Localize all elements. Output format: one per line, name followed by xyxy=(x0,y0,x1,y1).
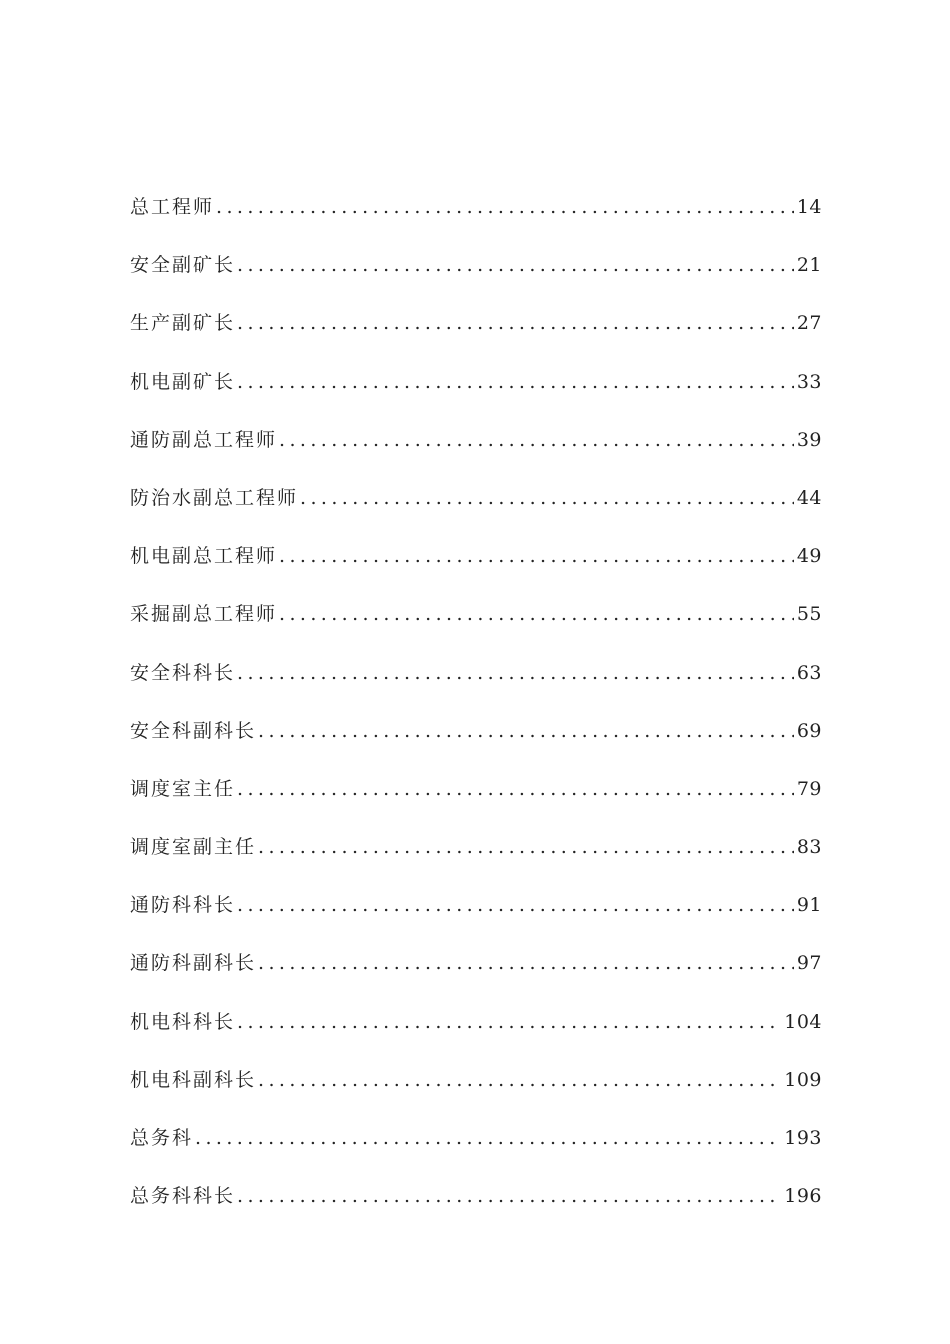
toc-dot-leader xyxy=(237,644,794,702)
toc-entry-mining-deputy-chief-engineer[interactable] xyxy=(130,585,822,643)
toc-entry-safety-section-deputy-chief[interactable] xyxy=(130,702,822,760)
toc-dot-leader xyxy=(237,1167,781,1225)
toc-dot-leader xyxy=(237,760,794,818)
toc-entry-title: 机电副总工程师 xyxy=(130,545,278,568)
toc-dot-leader xyxy=(258,1051,781,1109)
toc-entry-electromechanical-deputy-chief-engineer[interactable] xyxy=(130,527,822,585)
toc-dot-leader xyxy=(237,993,781,1051)
toc-dot-leader xyxy=(279,527,794,585)
toc-entry-electromechanical-deputy-mine-director[interactable] xyxy=(130,353,822,411)
toc-entry-title: 通防副总工程师 xyxy=(130,428,278,451)
toc-entry-page: 193 xyxy=(784,1127,822,1149)
toc-entry-chief-engineer[interactable] xyxy=(130,178,822,236)
toc-entry-water-control-deputy-chief-engineer[interactable] xyxy=(130,469,822,527)
toc-entry-ventilation-deputy-chief-engineer[interactable] xyxy=(130,411,822,469)
toc-entry-electromechanical-section-deputy-chief[interactable] xyxy=(130,1051,822,1109)
table-of-contents xyxy=(130,178,822,1225)
toc-entry-page: 49 xyxy=(796,545,822,568)
toc-entry-page: 21 xyxy=(796,254,822,277)
toc-entry-title: 安全科副科长 xyxy=(130,719,257,742)
toc-entry-page: 91 xyxy=(796,894,822,917)
toc-entry-page: 44 xyxy=(796,486,822,509)
toc-entry-title: 安全副矿长 xyxy=(130,254,236,277)
toc-entry-ventilation-section-chief[interactable] xyxy=(130,876,822,934)
toc-entry-title: 生产副矿长 xyxy=(130,312,236,335)
toc-entry-page: 109 xyxy=(784,1068,822,1091)
toc-dot-leader xyxy=(300,469,794,527)
toc-entry-title: 调度室副主任 xyxy=(130,836,257,859)
toc-entry-title: 总务科科长 xyxy=(130,1185,236,1208)
toc-entry-ventilation-section-deputy-chief[interactable] xyxy=(130,934,822,992)
toc-dot-leader xyxy=(258,934,794,992)
toc-dot-leader xyxy=(258,702,794,760)
toc-entry-page: 196 xyxy=(784,1185,822,1208)
toc-entry-title: 调度室主任 xyxy=(130,777,236,800)
toc-dot-leader xyxy=(237,353,794,411)
toc-entry-electromechanical-section-chief[interactable] xyxy=(130,993,822,1051)
toc-entry-page: 14 xyxy=(796,196,822,218)
toc-entry-dispatch-office-director[interactable] xyxy=(130,760,822,818)
toc-entry-general-affairs-section-chief[interactable] xyxy=(130,1167,822,1225)
toc-entry-page: 63 xyxy=(796,661,822,684)
toc-entry-page: 55 xyxy=(796,603,822,626)
toc-entry-title: 防治水副总工程师 xyxy=(130,486,299,509)
toc-entry-page: 83 xyxy=(796,836,822,859)
toc-entry-production-deputy-mine-director[interactable] xyxy=(130,294,822,352)
toc-entry-page: 27 xyxy=(796,312,822,335)
toc-entry-page: 97 xyxy=(796,952,822,975)
toc-entry-title: 机电副矿长 xyxy=(130,370,236,393)
toc-dot-leader xyxy=(237,236,794,294)
toc-dot-leader xyxy=(237,876,794,934)
toc-entry-safety-deputy-mine-director[interactable] xyxy=(130,236,822,294)
toc-entry-page: 69 xyxy=(796,719,822,742)
toc-dot-leader xyxy=(279,411,794,469)
toc-dot-leader xyxy=(258,818,794,876)
toc-entry-title: 总务科 xyxy=(130,1127,194,1149)
toc-dot-leader xyxy=(279,585,794,643)
toc-entry-page: 33 xyxy=(796,370,822,393)
toc-dot-leader xyxy=(216,178,794,236)
toc-entry-title: 采掘副总工程师 xyxy=(130,603,278,626)
toc-entry-page: 79 xyxy=(796,777,822,800)
toc-entry-title: 机电科副科长 xyxy=(130,1068,257,1091)
toc-entry-title: 安全科科长 xyxy=(130,661,236,684)
toc-entry-dispatch-office-deputy-director[interactable] xyxy=(130,818,822,876)
toc-entry-title: 通防科副科长 xyxy=(130,952,257,975)
toc-entry-title: 机电科科长 xyxy=(130,1010,236,1033)
toc-entry-page: 39 xyxy=(796,428,822,451)
toc-entry-page: 104 xyxy=(784,1010,822,1033)
toc-entry-safety-section-chief[interactable] xyxy=(130,644,822,702)
toc-dot-leader xyxy=(237,294,794,352)
toc-dot-leader xyxy=(195,1109,781,1167)
toc-entry-title: 通防科科长 xyxy=(130,894,236,917)
toc-entry-title: 总工程师 xyxy=(130,196,215,218)
toc-entry-general-affairs-section[interactable] xyxy=(130,1109,822,1167)
